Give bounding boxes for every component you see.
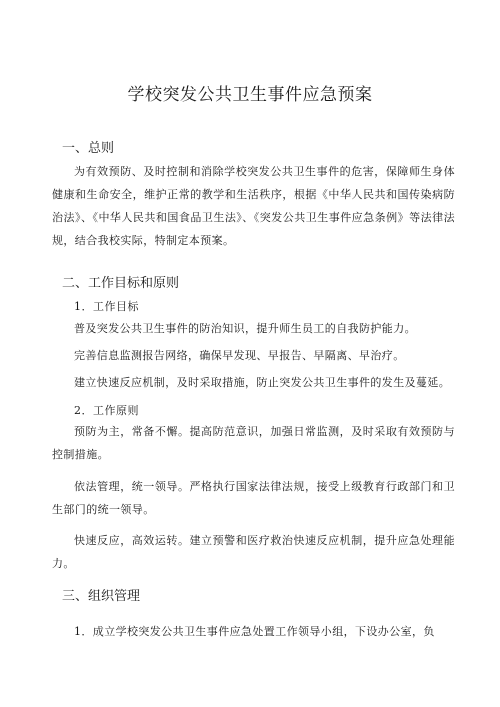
document-title: 学校突发公共卫生事件应急预案: [127, 85, 373, 105]
paragraph-organization-1: 1．成立学校突发公共卫生事件应急处置工作领导小组，下设办公室，负: [74, 625, 435, 638]
section-heading-organization: 三、组织管理: [62, 589, 141, 604]
section-heading-goals-principles: 二、工作目标和原则: [62, 276, 180, 291]
subheading-work-goals: 1．工作目标: [74, 300, 139, 313]
paragraph-general: 为有效预防、及时控制和消除学校突发公共卫生事件的危害，保障师生身体健康和生命安全，维护正常的教学和生活秩序，根据《中华人民共和国传染病防治法》、《中华人民共和国食品卫生法》、《突发公共卫生事件应急条例》等法律法规，结合我校实际，特制定本预案。: [52, 165, 455, 247]
subheading-work-principles: 2．工作原则: [74, 404, 139, 417]
section-heading-general: 一、总则: [62, 141, 115, 156]
paragraph-principle-3: 快速反应，高效运转。建立预警和医疗救治快速反应机制，提升应急处理能力。: [52, 534, 455, 570]
paragraph-principle-2: 依法管理，统一领导。严格执行国家法律法规，接受上级教育行政部门和卫生部门的统一领导。: [52, 480, 455, 516]
paragraph-principle-1: 预防为主，常备不懈。提高防范意识，加强日常监测，及时采取有效预防与控制措施。: [52, 425, 455, 461]
paragraph-goal-2: 完善信息监测报告网络，确保早发现、早报告、早隔离、早治疗。: [74, 349, 405, 362]
paragraph-goal-1: 普及突发公共卫生事件的防治知识，提升师生员工的自我防护能力。: [74, 322, 416, 335]
paragraph-goal-3: 建立快速反应机制，及时采取措施，防止突发公共卫生事件的发生及蔓延。: [74, 376, 451, 389]
